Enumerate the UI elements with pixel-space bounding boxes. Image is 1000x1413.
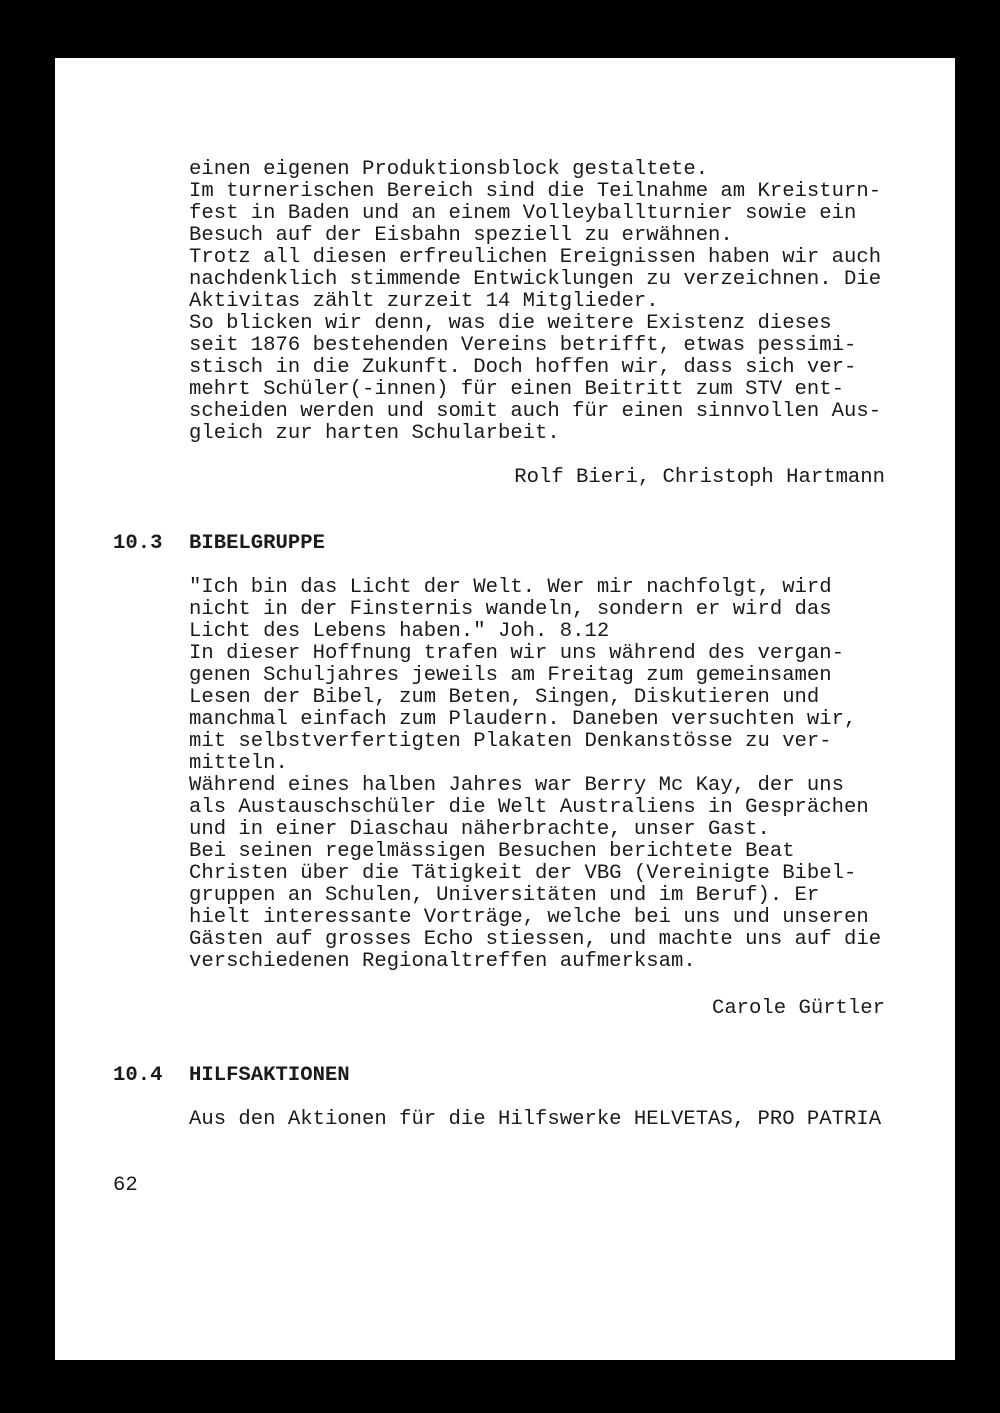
text-line: "Ich bin das Licht der Welt. Wer mir nachfolgt, wird — [189, 576, 832, 599]
text-line: So blicken wir denn, was die weitere Existenz dieses — [189, 312, 832, 335]
text-line: fest in Baden und an einem Volleyballturnier sowie ein — [189, 202, 857, 225]
text-line: Christen über die Tätigkeit der VBG (Vereinigte Bibel- — [189, 862, 857, 885]
section-10-3-body — [189, 577, 881, 973]
text-line: als Austauschschüler die Welt Australiens in Gesprächen — [189, 796, 869, 819]
text-line: Aktivitas zählt zurzeit 14 Mitglieder. — [189, 290, 659, 313]
text-line: manchmal einfach zum Plaudern. Daneben versuchten wir, — [189, 708, 857, 731]
section-10-2-body — [189, 159, 881, 445]
text-line: gleich zur harten Schularbeit. — [189, 422, 560, 445]
text-line: nicht in der Finsternis wandeln, sondern er wird das — [189, 598, 832, 621]
text-line: Gästen auf grosses Echo stiessen, und machte uns auf die — [189, 928, 882, 951]
text-line: und in einer Diaschau näherbrachte, unser Gast. — [189, 818, 770, 841]
page-number: 62 — [113, 1174, 138, 1197]
text-line: Bei seinen regelmässigen Besuchen berichtete Beat — [189, 840, 795, 863]
text-line: verschiedenen Regionaltreffen aufmerksam. — [189, 950, 696, 973]
text-line: scheiden werden und somit auch für einen sinnvollen Aus- — [189, 400, 882, 423]
text-line: genen Schuljahres jeweils am Freitag zum gemeinsamen — [189, 664, 832, 687]
text-line: hielt interessante Vorträge, welche bei uns und unseren — [189, 906, 869, 929]
section-10-3-title: BIBELGRUPPE — [189, 532, 325, 555]
section-10-3-signature: Carole Gürtler — [711, 997, 885, 1020]
text-line: Aus den Aktionen für die Hilfswerke HELVETAS, PRO PATRIA — [189, 1108, 882, 1131]
text-line: Im turnerischen Bereich sind die Teilnahme am Kreisturn- — [189, 180, 882, 203]
text-line: Trotz all diesen erfreulichen Ereignissen haben wir auch — [189, 246, 882, 269]
section-10-4-number: 10.4 — [113, 1064, 163, 1087]
text-line: mehrt Schüler(-innen) für einen Beitritt zum STV ent- — [189, 378, 844, 401]
text-line: Während eines halben Jahres war Berry Mc Kay, der uns — [189, 774, 844, 797]
section-10-4-body — [189, 1109, 881, 1131]
text-line: seit 1876 bestehenden Vereins betrifft, etwas pessimi- — [189, 334, 857, 357]
text-line: nachdenklich stimmende Entwicklungen zu verzeichnen. Die — [189, 268, 882, 291]
text-line: In dieser Hoffnung trafen wir uns während des vergan- — [189, 642, 844, 665]
text-line: Licht des Lebens haben." Joh. 8.12 — [189, 620, 610, 643]
text-line: mit selbstverfertigten Plakaten Denkanstösse zu ver- — [189, 730, 832, 753]
text-line: stisch in die Zukunft. Doch hoffen wir, dass sich ver- — [189, 356, 857, 379]
text-line: Lesen der Bibel, zum Beten, Singen, Diskutieren und — [189, 686, 820, 709]
section-10-4-title: HILFSAKTIONEN — [189, 1064, 350, 1087]
section-10-2-signature: Rolf Bieri, Christoph Hartmann — [514, 466, 885, 489]
text-line: gruppen an Schulen, Universitäten und im Beruf). Er — [189, 884, 820, 907]
section-10-3-number: 10.3 — [113, 532, 163, 555]
text-line: einen eigenen Produktionsblock gestaltete. — [189, 158, 709, 181]
text-line: mitteln. — [189, 752, 288, 775]
text-line: Besuch auf der Eisbahn speziell zu erwähnen. — [189, 224, 733, 247]
